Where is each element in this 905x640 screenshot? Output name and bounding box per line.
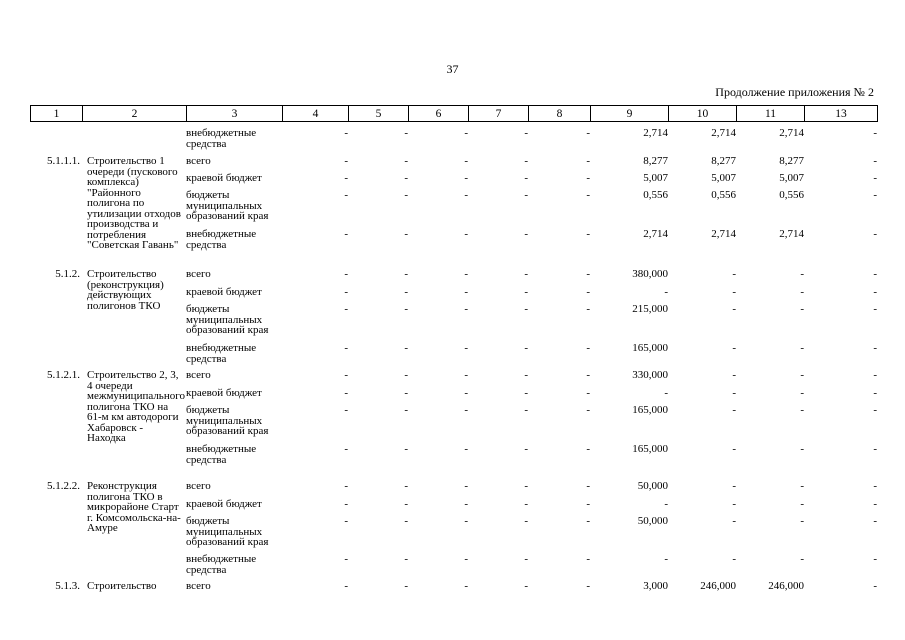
- value-cell: -: [524, 515, 528, 527]
- value-cell: -: [344, 127, 348, 139]
- value-cell: -: [344, 303, 348, 315]
- value-cell: -: [873, 498, 877, 510]
- value-cell: -: [586, 342, 590, 354]
- funding-source: внебюджетные средства: [186, 342, 257, 365]
- value-cell: 3,000: [643, 580, 668, 592]
- value-cell: 0,556: [779, 189, 804, 201]
- value-cell: 2,714: [643, 228, 668, 240]
- value-cell: -: [873, 443, 877, 455]
- column-header: 11: [737, 106, 805, 122]
- value-cell: -: [873, 303, 877, 315]
- value-cell: -: [873, 369, 877, 381]
- value-cell: -: [524, 189, 528, 201]
- measure-name: Строительство 2, 3, 4 очереди межмуниципального полигона ТКО на 61-м км автодороги Хабаровск - Находка: [87, 369, 185, 444]
- value-cell: -: [732, 369, 736, 381]
- value-cell: -: [586, 155, 590, 167]
- value-cell: -: [524, 443, 528, 455]
- column-header: 13: [805, 106, 878, 122]
- value-cell: -: [404, 387, 408, 399]
- row-number: 5.1.3.: [55, 580, 80, 592]
- funding-source: внебюджетные средства: [186, 127, 257, 150]
- value-cell: 2,714: [711, 228, 736, 240]
- value-cell: -: [524, 268, 528, 280]
- value-cell: -: [873, 580, 877, 592]
- value-cell: -: [344, 498, 348, 510]
- value-cell: 165,000: [632, 342, 668, 354]
- value-cell: -: [732, 498, 736, 510]
- value-cell: 8,277: [643, 155, 668, 167]
- value-cell: -: [344, 228, 348, 240]
- value-cell: -: [732, 553, 736, 565]
- column-header: 9: [591, 106, 669, 122]
- value-cell: 5,007: [711, 172, 736, 184]
- row-number: 5.1.2.1.: [47, 369, 80, 381]
- value-cell: -: [404, 480, 408, 492]
- value-cell: -: [524, 580, 528, 592]
- value-cell: -: [404, 303, 408, 315]
- value-cell: -: [800, 286, 804, 298]
- value-cell: 5,007: [643, 172, 668, 184]
- value-cell: -: [404, 286, 408, 298]
- value-cell: -: [404, 404, 408, 416]
- value-cell: -: [800, 303, 804, 315]
- column-header: 3: [187, 106, 283, 122]
- value-cell: 5,007: [779, 172, 804, 184]
- value-cell: -: [664, 387, 668, 399]
- value-cell: -: [344, 404, 348, 416]
- value-cell: 246,000: [700, 580, 736, 592]
- value-cell: -: [586, 498, 590, 510]
- row-number: 5.1.2.: [55, 268, 80, 280]
- value-cell: -: [524, 172, 528, 184]
- value-cell: -: [524, 127, 528, 139]
- value-cell: -: [800, 443, 804, 455]
- funding-source: бюджеты муниципальных образований края: [186, 303, 269, 336]
- value-cell: -: [873, 515, 877, 527]
- value-cell: -: [404, 369, 408, 381]
- value-cell: 2,714: [643, 127, 668, 139]
- value-cell: -: [732, 303, 736, 315]
- value-cell: -: [464, 127, 468, 139]
- page-number: 37: [446, 62, 459, 76]
- value-cell: -: [664, 286, 668, 298]
- value-cell: -: [344, 443, 348, 455]
- header-row: [31, 106, 878, 122]
- funding-source: внебюджетные средства: [186, 228, 257, 251]
- value-cell: -: [586, 553, 590, 565]
- column-header: 7: [469, 106, 529, 122]
- value-cell: -: [800, 404, 804, 416]
- value-cell: -: [524, 228, 528, 240]
- measure-name: Строительство (реконструкция) действующих полигонов ТКО: [87, 268, 164, 312]
- funding-source: всего: [186, 369, 211, 381]
- value-cell: -: [586, 369, 590, 381]
- value-cell: -: [873, 553, 877, 565]
- value-cell: -: [732, 480, 736, 492]
- value-cell: 165,000: [632, 443, 668, 455]
- value-cell: 330,000: [632, 369, 668, 381]
- value-cell: -: [586, 268, 590, 280]
- value-cell: 2,714: [779, 228, 804, 240]
- funding-source: всего: [186, 480, 211, 492]
- value-cell: -: [464, 404, 468, 416]
- value-cell: -: [586, 189, 590, 201]
- value-cell: -: [344, 387, 348, 399]
- value-cell: -: [344, 369, 348, 381]
- value-cell: -: [800, 268, 804, 280]
- value-cell: -: [586, 580, 590, 592]
- value-cell: -: [873, 268, 877, 280]
- value-cell: -: [524, 404, 528, 416]
- value-cell: -: [404, 443, 408, 455]
- column-header: 2: [83, 106, 187, 122]
- value-cell: -: [344, 268, 348, 280]
- value-cell: -: [800, 515, 804, 527]
- value-cell: -: [873, 480, 877, 492]
- value-cell: -: [464, 172, 468, 184]
- value-cell: -: [464, 155, 468, 167]
- value-cell: 8,277: [779, 155, 804, 167]
- value-cell: -: [800, 342, 804, 354]
- funding-source: внебюджетные средства: [186, 553, 257, 576]
- value-cell: -: [464, 498, 468, 510]
- value-cell: -: [732, 404, 736, 416]
- value-cell: -: [404, 515, 408, 527]
- funding-source: внебюджетные средства: [186, 443, 257, 466]
- value-cell: -: [404, 553, 408, 565]
- value-cell: 165,000: [632, 404, 668, 416]
- value-cell: -: [873, 404, 877, 416]
- column-header: 4: [283, 106, 349, 122]
- value-cell: -: [664, 498, 668, 510]
- value-cell: -: [464, 342, 468, 354]
- value-cell: -: [524, 553, 528, 565]
- value-cell: -: [404, 580, 408, 592]
- value-cell: -: [524, 387, 528, 399]
- value-cell: -: [404, 228, 408, 240]
- funding-source: краевой бюджет: [186, 387, 262, 399]
- value-cell: -: [464, 189, 468, 201]
- value-cell: -: [586, 127, 590, 139]
- funding-source: краевой бюджет: [186, 498, 262, 510]
- value-cell: -: [524, 480, 528, 492]
- value-cell: -: [344, 286, 348, 298]
- value-cell: -: [344, 189, 348, 201]
- value-cell: -: [873, 387, 877, 399]
- value-cell: -: [464, 480, 468, 492]
- value-cell: -: [524, 498, 528, 510]
- value-cell: -: [524, 303, 528, 315]
- funding-source: краевой бюджет: [186, 286, 262, 298]
- value-cell: -: [464, 303, 468, 315]
- continuation-label: Продолжение приложения № 2: [715, 85, 874, 99]
- value-cell: -: [664, 553, 668, 565]
- value-cell: 50,000: [637, 515, 668, 527]
- value-cell: -: [404, 268, 408, 280]
- value-cell: -: [404, 172, 408, 184]
- value-cell: 50,000: [637, 480, 668, 492]
- value-cell: -: [464, 286, 468, 298]
- column-header-table: [30, 105, 878, 122]
- measure-name: Строительство: [87, 580, 157, 592]
- value-cell: -: [404, 342, 408, 354]
- value-cell: -: [800, 498, 804, 510]
- value-cell: 0,556: [711, 189, 736, 201]
- funding-source: всего: [186, 268, 211, 280]
- value-cell: -: [732, 515, 736, 527]
- value-cell: -: [464, 228, 468, 240]
- value-cell: 2,714: [779, 127, 804, 139]
- value-cell: 380,000: [632, 268, 668, 280]
- value-cell: -: [464, 268, 468, 280]
- value-cell: -: [344, 515, 348, 527]
- funding-source: краевой бюджет: [186, 172, 262, 184]
- value-cell: -: [586, 443, 590, 455]
- measure-name: Строительство 1 очереди (пускового комплекса) "Районного полигона по утилизации отходов производства и потребления "Советская Гавань": [87, 155, 181, 251]
- value-cell: -: [586, 480, 590, 492]
- value-cell: -: [524, 155, 528, 167]
- column-header: 8: [529, 106, 591, 122]
- value-cell: -: [464, 553, 468, 565]
- value-cell: -: [586, 286, 590, 298]
- column-header: 1: [31, 106, 83, 122]
- funding-source: бюджеты муниципальных образований края: [186, 404, 269, 437]
- value-cell: -: [873, 155, 877, 167]
- value-cell: -: [464, 580, 468, 592]
- value-cell: -: [404, 155, 408, 167]
- column-header: 10: [669, 106, 737, 122]
- funding-source: бюджеты муниципальных образований края: [186, 189, 269, 222]
- value-cell: -: [732, 268, 736, 280]
- measure-name: Реконструкция полигона ТКО в микрорайоне Старт г. Комсомольска-на-Амуре: [87, 480, 181, 534]
- value-cell: -: [873, 286, 877, 298]
- value-cell: -: [732, 342, 736, 354]
- value-cell: -: [873, 228, 877, 240]
- value-cell: -: [464, 515, 468, 527]
- value-cell: 8,277: [711, 155, 736, 167]
- value-cell: -: [800, 387, 804, 399]
- column-header: 5: [349, 106, 409, 122]
- value-cell: -: [404, 189, 408, 201]
- value-cell: 215,000: [632, 303, 668, 315]
- value-cell: -: [873, 127, 877, 139]
- value-cell: 246,000: [768, 580, 804, 592]
- value-cell: -: [344, 580, 348, 592]
- value-cell: -: [464, 369, 468, 381]
- value-cell: -: [344, 553, 348, 565]
- value-cell: -: [344, 342, 348, 354]
- value-cell: -: [873, 189, 877, 201]
- value-cell: -: [586, 515, 590, 527]
- value-cell: -: [586, 228, 590, 240]
- value-cell: -: [873, 342, 877, 354]
- column-header: 6: [409, 106, 469, 122]
- funding-source: бюджеты муниципальных образований края: [186, 515, 269, 548]
- value-cell: -: [344, 155, 348, 167]
- row-number: 5.1.2.2.: [47, 480, 80, 492]
- value-cell: -: [873, 172, 877, 184]
- value-cell: -: [344, 480, 348, 492]
- value-cell: -: [524, 369, 528, 381]
- value-cell: -: [404, 498, 408, 510]
- value-cell: -: [586, 404, 590, 416]
- value-cell: -: [732, 443, 736, 455]
- value-cell: -: [800, 553, 804, 565]
- value-cell: -: [464, 443, 468, 455]
- value-cell: -: [524, 286, 528, 298]
- value-cell: -: [464, 387, 468, 399]
- value-cell: -: [732, 387, 736, 399]
- value-cell: -: [586, 303, 590, 315]
- value-cell: -: [586, 387, 590, 399]
- value-cell: 2,714: [711, 127, 736, 139]
- row-number: 5.1.1.1.: [47, 155, 80, 167]
- value-cell: -: [404, 127, 408, 139]
- value-cell: -: [800, 369, 804, 381]
- value-cell: -: [524, 342, 528, 354]
- funding-source: всего: [186, 155, 211, 167]
- value-cell: -: [586, 172, 590, 184]
- funding-source: всего: [186, 580, 211, 592]
- value-cell: 0,556: [643, 189, 668, 201]
- value-cell: -: [800, 480, 804, 492]
- value-cell: -: [344, 172, 348, 184]
- value-cell: -: [732, 286, 736, 298]
